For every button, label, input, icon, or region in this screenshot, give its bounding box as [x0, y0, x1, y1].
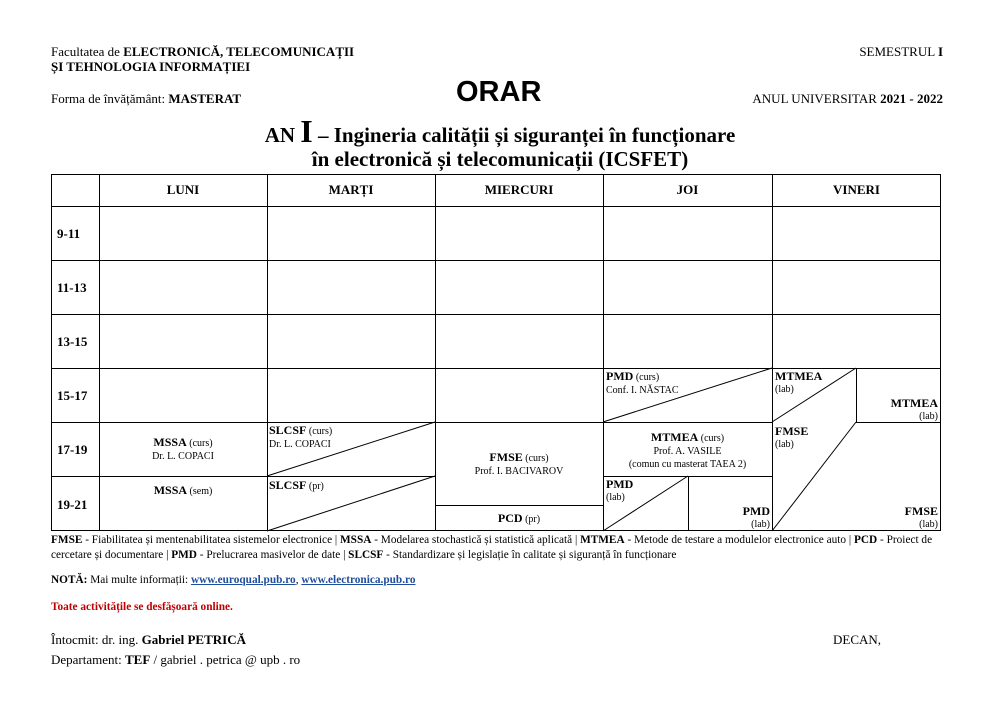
- entry-joi-19-21-a: [606, 478, 633, 504]
- legend-text: - Metode de testare a modulelor electronice auto |: [624, 534, 854, 546]
- prepared-by: [51, 632, 246, 648]
- day-header-marti: MARȚI: [328, 182, 374, 197]
- year-of-study-prefix: AN: [264, 123, 301, 147]
- semester-prefix: SEMESTRUL: [859, 44, 938, 59]
- entry-marti-17-19: [269, 424, 332, 451]
- faculty-name-line1: ELECTRONICĂ, TELECOMUNICAȚII: [123, 44, 355, 59]
- course-type: (lab): [751, 519, 770, 530]
- note-text: Mai multe informații:: [87, 574, 191, 586]
- teacher-name: Prof. A. VASILE: [653, 446, 722, 457]
- course-type: (lab): [775, 384, 794, 395]
- schedule-table: [51, 174, 941, 531]
- legend-code: MTMEA: [580, 534, 625, 546]
- teacher-name: Dr. L. COPACI: [152, 451, 214, 462]
- legend-text: - Fiabilitatea și mentenabilitatea sistemelor electronice |: [82, 534, 340, 546]
- course-code: FMSE: [775, 424, 809, 438]
- prepared-name: Gabriel PETRICĂ: [141, 632, 247, 647]
- teacher-name: Prof. I. BACIVAROV: [474, 466, 564, 477]
- course-type: (curs): [186, 438, 213, 449]
- note: [51, 574, 415, 586]
- entry-luni-17-19: [99, 436, 267, 463]
- course-code: FMSE: [489, 450, 523, 464]
- course-code: SLCSF: [269, 423, 307, 437]
- teacher-name: Conf. I. NĂSTAC: [606, 385, 679, 396]
- legend-text: - Standardizare și legislație în calitate și siguranță în funcționare: [383, 548, 677, 561]
- legend-code: PCD: [853, 534, 878, 546]
- study-form-value: MASTERAT: [168, 91, 242, 106]
- day-header-luni: LUNI: [166, 182, 200, 197]
- link-electronica[interactable]: www.electronica.pub.ro: [301, 574, 416, 586]
- study-form-prefix: Forma de învățământ:: [51, 91, 169, 106]
- entry-joi-17-19: [603, 431, 772, 471]
- prepared-prefix: Întocmit: dr. ing.: [51, 632, 142, 647]
- link-euroqual[interactable]: www.euroqual.pub.ro: [190, 574, 296, 586]
- abbreviation-legend: [51, 533, 946, 562]
- entry-vineri-17-21-b: [905, 505, 938, 531]
- department-prefix: Departament:: [51, 652, 125, 667]
- dean-label: DECAN,: [833, 632, 882, 647]
- course-type: (sem): [187, 486, 213, 497]
- entry-joi-19-21-b: [743, 505, 770, 531]
- note-separator: ,: [295, 574, 302, 586]
- legend-code: PMD: [171, 548, 197, 561]
- course-note: (comun cu masterat TAEA 2): [628, 459, 747, 470]
- entry-miercuri-17-19: [435, 451, 603, 478]
- course-type: (curs): [698, 433, 725, 444]
- program-title-line2: în electronică și telecomunicații (ICSFET): [311, 147, 689, 171]
- day-header-vineri: VINERI: [833, 182, 880, 197]
- department: [51, 652, 300, 668]
- online-notice: Toate activitățile se desfășoară online.: [51, 601, 233, 613]
- entry-miercuri-19-21: [435, 512, 603, 526]
- academic-year-value: 2021 - 2022: [880, 91, 943, 106]
- legend-text: - Prelucrarea masivelor de date |: [196, 548, 349, 561]
- slot-label: 15-17: [57, 388, 88, 403]
- academic-year: [752, 91, 943, 106]
- course-type: (lab): [919, 411, 938, 422]
- teacher-name: Dr. L. COPACI: [269, 439, 331, 450]
- slot-label: 13-15: [57, 334, 88, 349]
- course-code: MSSA: [153, 435, 187, 449]
- course-code: SLCSF: [269, 478, 307, 492]
- course-code: MTMEA: [775, 369, 823, 383]
- entry-vineri-17-21-a: [775, 425, 808, 451]
- legend-code: MSSA: [340, 534, 372, 546]
- course-type: (curs): [633, 372, 660, 383]
- course-type: (lab): [606, 492, 625, 503]
- faculty-name: [51, 44, 354, 74]
- faculty-name-line2: ȘI TEHNOLOGIA INFORMAȚIEI: [51, 59, 251, 74]
- course-code: MSSA: [153, 483, 188, 497]
- entry-vineri-15-17-a: [775, 370, 822, 396]
- day-header-joi: JOI: [676, 182, 699, 197]
- legend-code: SLCSF: [348, 548, 384, 561]
- entry-marti-19-21: [269, 479, 324, 493]
- course-code: MTMEA: [890, 396, 938, 410]
- faculty-prefix: Facultatea de: [51, 44, 124, 59]
- legend-text: - Proiect de cercetare și documentare |: [51, 534, 933, 561]
- page-title: ORAR: [456, 76, 542, 108]
- day-header-miercuri: MIERCURI: [484, 182, 554, 197]
- course-type: (curs): [522, 453, 549, 464]
- slot-label: 9-11: [57, 226, 81, 241]
- entry-joi-15-17: [606, 370, 679, 397]
- program-title-line1: [0, 113, 1000, 150]
- note-label: NOTĂ:: [51, 574, 88, 586]
- department-email: / gabriel . petrica @ upb . ro: [150, 652, 301, 667]
- slot-label: 17-19: [57, 442, 88, 457]
- course-type: (pr): [522, 514, 541, 525]
- course-code: PMD: [606, 369, 634, 383]
- course-type: (curs): [306, 426, 333, 437]
- semester-value: I: [937, 44, 943, 59]
- course-type: (lab): [775, 439, 794, 450]
- department-value: TEF: [125, 652, 151, 667]
- legend-code: FMSE: [51, 534, 83, 546]
- entry-vineri-15-17-b: [891, 397, 938, 423]
- course-code: PMD: [606, 477, 634, 491]
- slot-label: 11-13: [57, 280, 87, 295]
- study-form: [51, 91, 241, 106]
- course-type: (pr): [306, 481, 324, 492]
- course-code: FMSE: [904, 504, 938, 518]
- program-name-line1: – Ingineria calității și siguranței în funcționare: [312, 123, 736, 147]
- slot-label: 19-21: [57, 497, 88, 512]
- academic-year-prefix: ANUL UNIVERSITAR: [752, 91, 881, 106]
- course-type: (lab): [919, 519, 938, 530]
- legend-text: - Modelarea stochastică și statistică aplicată |: [371, 534, 581, 546]
- entry-luni-19-21: [99, 484, 267, 498]
- semester-label: [859, 44, 943, 59]
- course-code: PCD: [497, 511, 523, 525]
- course-code: MTMEA: [650, 430, 699, 444]
- course-code: PMD: [742, 504, 770, 518]
- year-of-study-value: I: [300, 113, 313, 149]
